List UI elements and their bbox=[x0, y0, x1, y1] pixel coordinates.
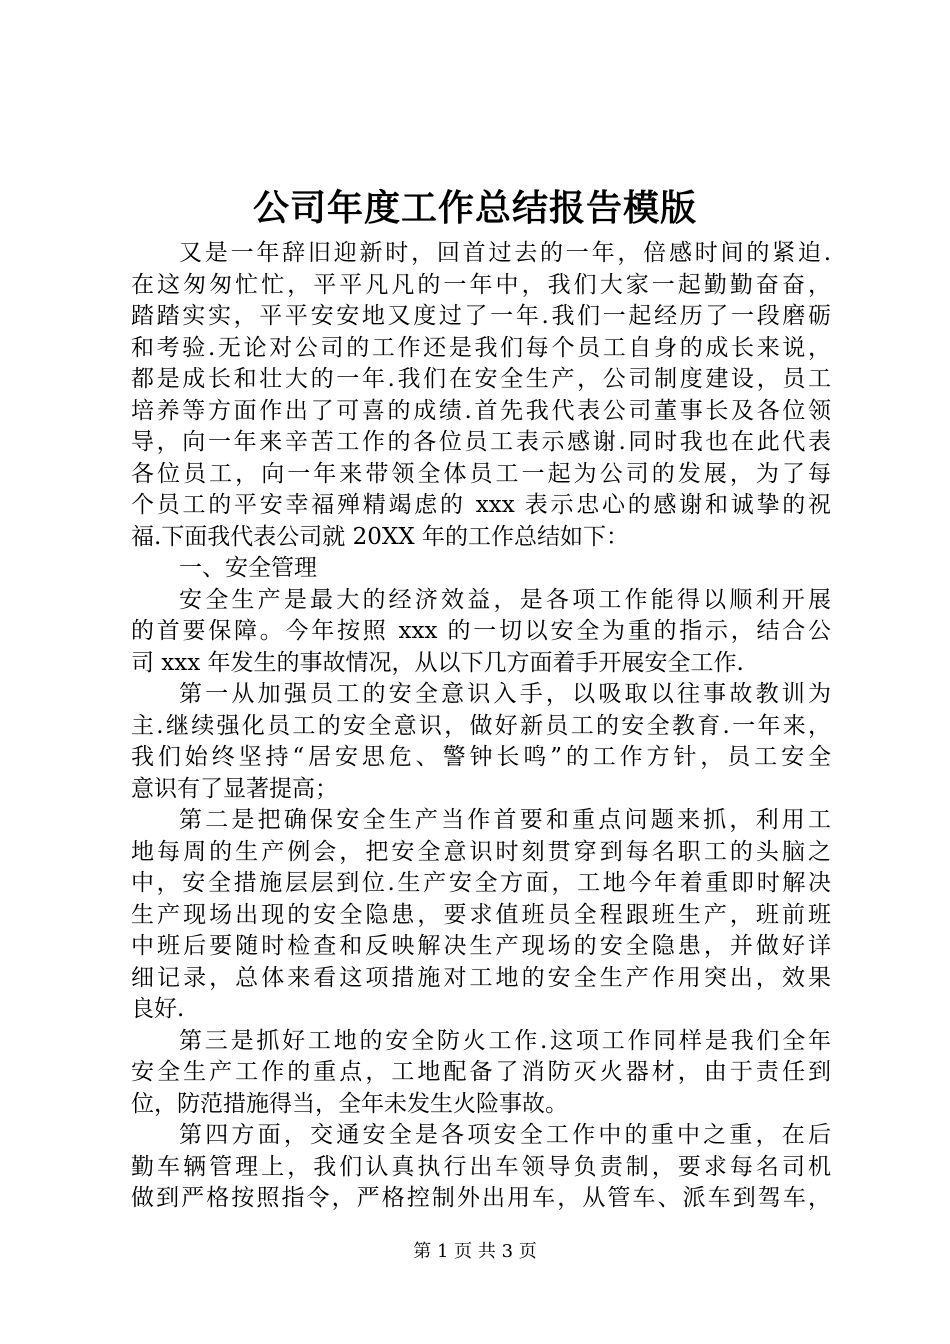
text-line: 主.继续强化员工的安全意识，做好新员工的安全教育.一年来， bbox=[131, 712, 831, 739]
text-line: 地每周的生产例会，把安全意识时刻贯穿到每名职工的头脑之 bbox=[131, 838, 831, 865]
text-line: 的首要保障。今年按照 xxx 的一切以安全为重的指示，结合公 bbox=[131, 618, 831, 644]
text-line: 细记录，总体来看这项措施对工地的安全生产作用突出，效果 bbox=[131, 964, 831, 991]
text-line: 安全生产是最大的经济效益，是各项工作能得以顺利开展 bbox=[179, 586, 831, 613]
text-line: 第一从加强员工的安全意识入手，以吸取以往事故教训为 bbox=[179, 681, 831, 707]
text-line: 第二是把确保安全生产当作首要和重点问题来抓，利用工 bbox=[179, 807, 831, 833]
text-line: 培养等方面作出了可喜的成绩.首先我代表公司董事长及各位领 bbox=[131, 397, 831, 424]
text-line: 勤车辆管理上，我们认真执行出车领导负责制，要求每名司机 bbox=[131, 1153, 831, 1180]
text-line: 中，安全措施层层到位.生产安全方面，工地今年着重即时解决 bbox=[131, 870, 831, 896]
text-line: 意识有了显著提高； bbox=[131, 775, 338, 802]
text-line: 司 xxx 年发生的事故情况，从以下几方面着手开展安全工作. bbox=[131, 649, 744, 676]
text-line: 做到严格按照指令，严格控制外出用车，从管车、派车到驾车， bbox=[131, 1185, 831, 1211]
document-body bbox=[131, 238, 831, 1215]
text-line: 踏踏实实，平平安安地又度过了一年.我们一起经历了一段磨砺 bbox=[131, 303, 831, 329]
text-line: 在这匆匆忙忙，平平凡凡的一年中，我们大家一起勤勤奋奋， bbox=[131, 271, 831, 298]
text-line: 安全生产工作的重点，工地配备了消防灭火器材，由于责任到 bbox=[131, 1059, 831, 1085]
text-line: 良好. bbox=[131, 996, 185, 1022]
text-line: 和考验.无论对公司的工作还是我们每个员工自身的成长来说， bbox=[131, 334, 831, 361]
text-line: 我们始终坚持“居安思危、警钟长鸣”的工作方针，员工安全 bbox=[131, 744, 831, 770]
text-line: 位，防范措施得当，全年未发生火险事故。 bbox=[131, 1090, 568, 1117]
text-line: 又是一年辞旧迎新时，回首过去的一年，倍感时间的紧迫. bbox=[179, 240, 831, 266]
text-line: 第四方面，交通安全是各项安全工作中的重中之重，在后 bbox=[179, 1122, 831, 1148]
text-line: 福.下面我代表公司就 20XX 年的工作总结如下： bbox=[131, 523, 629, 550]
text-line: 导，向一年来辛苦工作的各位员工表示感谢.同时我也在此代表 bbox=[131, 429, 831, 455]
text-line: 生产现场出现的安全隐患，要求值班员全程跟班生产，班前班 bbox=[131, 901, 831, 928]
document-title: 公司年度工作总结报告模版 bbox=[252, 187, 697, 229]
text-line: 一、安全管理 bbox=[179, 555, 317, 581]
text-line: 各位员工，向一年来带领全体员工一起为公司的发展，为了每 bbox=[131, 460, 831, 487]
text-line: 个员工的平安幸福殚精竭虑的 xxx 表示忠心的感谢和诚挚的祝 bbox=[131, 492, 831, 518]
text-line: 都是成长和壮大的一年.我们在安全生产，公司制度建设，员工 bbox=[131, 366, 831, 392]
text-line: 第三是抓好工地的安全防火工作.这项工作同样是我们全年 bbox=[179, 1027, 831, 1054]
text-line: 中班后要随时检查和反映解决生产现场的安全隐患，并做好详 bbox=[131, 933, 831, 959]
page-footer: 第 1 页 共 3 页 bbox=[413, 1241, 537, 1262]
